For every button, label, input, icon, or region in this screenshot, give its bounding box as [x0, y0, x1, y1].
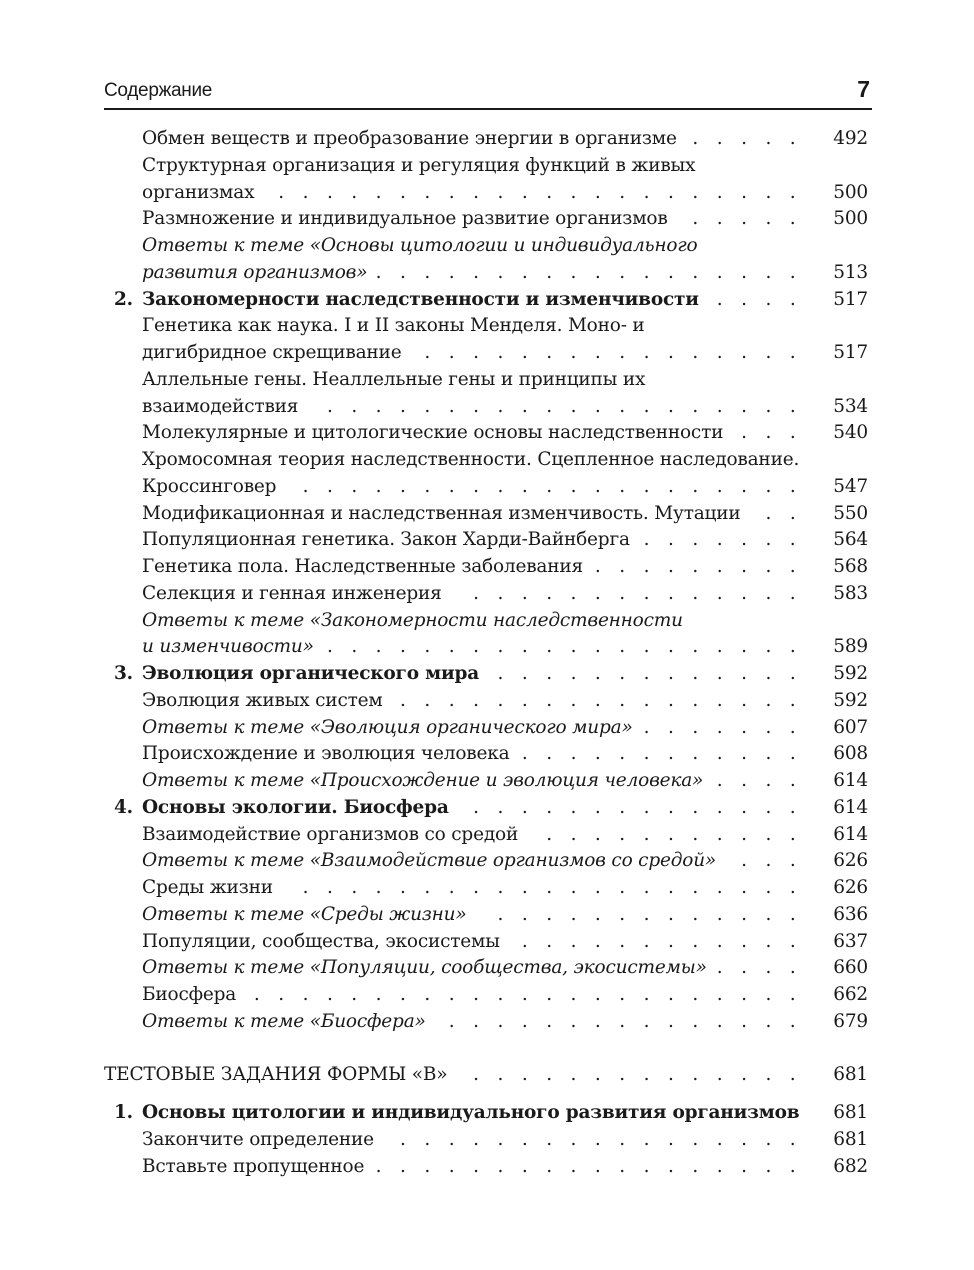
toc-leader: . . . . . . . . . . . . [521, 930, 802, 952]
toc-page: 500 [833, 208, 868, 230]
toc-page: 679 [833, 1010, 868, 1032]
toc-leader: . . . . . . . [643, 529, 802, 551]
toc-page: 626 [833, 877, 868, 898]
toc-line [104, 287, 868, 314]
toc-line [104, 420, 868, 447]
toc-text: Селекция и генная инженерия [142, 582, 442, 604]
toc-page: 540 [833, 422, 868, 444]
toc-line [104, 902, 868, 929]
toc-page: 547 [833, 475, 868, 497]
toc-leader: . . . . . . . . . . . . . . [473, 796, 802, 818]
toc-leader: . . . . . . . . . [594, 556, 802, 577]
toc-leader: . . . . . . . . . . . . . . . . . . . . [326, 636, 802, 658]
toc-line [104, 581, 868, 608]
toc-text: дигибридное скрещивание [142, 342, 402, 363]
toc-page: 589 [833, 636, 868, 658]
toc-line [104, 982, 868, 1009]
toc-line [104, 527, 868, 554]
toc-page: 564 [833, 529, 868, 551]
toc-page: 608 [833, 743, 868, 765]
toc-page: 637 [833, 930, 868, 952]
toc-text: развития организмов» [142, 261, 368, 283]
toc-leader: . . . . . . . . . . . . . . . . . [400, 689, 802, 711]
toc-text: Кроссинговер [142, 475, 277, 497]
toc-text: Хромосомная теория наследственности. Сцепленное наследование. [142, 449, 800, 470]
page-number: 7 [857, 76, 870, 102]
toc-page: 682 [833, 1155, 868, 1177]
toc-line [104, 313, 868, 340]
toc-line [104, 822, 868, 849]
toc-leader: . . . . . . . [643, 716, 802, 738]
toc-line [104, 929, 868, 956]
toc-line [104, 848, 868, 875]
toc-line [104, 394, 868, 421]
toc-leader: . . . . . . . . . . . [546, 823, 802, 845]
toc-page: 660 [833, 957, 868, 979]
toc-text: Структурная организация и регуляция функций в живых [142, 154, 696, 176]
toc-number: 1. [114, 1102, 133, 1124]
toc-line [104, 474, 868, 501]
toc-text: Ответы к теме «Популяции, сообщества, экосистемы» [142, 957, 707, 979]
toc-text: Вставьте пропущенное [142, 1155, 365, 1177]
toc-leader: . . . . . . . . . . . . . [497, 663, 802, 684]
toc-text: Среды жизни [142, 877, 273, 898]
toc-text: Популяции, сообщества, экосистемы [142, 930, 500, 952]
toc-leader: . . . . . . . . . . . . . . . . . [400, 1129, 802, 1150]
toc-page: 492 [833, 128, 868, 149]
toc-leader: . . . . . . . . . . . . . . . [448, 1010, 802, 1032]
toc-number: 4. [114, 796, 133, 818]
toc-line [104, 1127, 868, 1154]
toc-text: взаимодействия [142, 395, 299, 417]
toc-page: 517 [833, 288, 868, 310]
toc-line [104, 634, 868, 661]
toc-text: Аллельные гены. Неаллельные гены и принципы их [142, 368, 646, 390]
toc-line [104, 501, 868, 528]
toc-leader: . . . . . . . . . . . . . . . . . . [375, 1155, 802, 1177]
toc-line [104, 180, 868, 207]
toc-line [104, 608, 868, 635]
toc-leader: . . . . . . . . . . . . . . . . . . . . . [302, 475, 802, 497]
toc-page: 614 [833, 796, 868, 818]
toc-page: 626 [833, 850, 868, 872]
toc-line [104, 554, 868, 581]
toc-leader: . . . . . . . . . . . . . [497, 903, 802, 925]
toc-text: Ответы к теме «Происхождение и эволюция человека» [142, 770, 704, 791]
toc-page: 607 [833, 716, 868, 738]
toc-text: Ответы к теме «Взаимодействие организмов со средой» [142, 850, 717, 872]
toc-text: Эволюция живых систем [142, 689, 383, 711]
toc-text: Биосфера [142, 984, 237, 1005]
toc-line [104, 1154, 868, 1181]
toc-text: Генетика пола. Наследственные заболевания [142, 556, 583, 577]
toc-line [104, 126, 868, 153]
toc-page: 614 [833, 770, 868, 791]
toc-text: организмах [142, 181, 255, 203]
toc-page: 681 [833, 1102, 868, 1124]
toc-text: Размножение и индивидуальное развитие организмов [142, 208, 668, 230]
toc-text: Эволюция органического мира [142, 663, 479, 684]
toc-leader: . . . . . [692, 128, 802, 149]
toc-text: Происхождение и эволюция человека [142, 743, 510, 765]
toc-line [104, 260, 868, 287]
toc-page: 568 [833, 556, 868, 577]
toc-leader: . . . . [716, 957, 802, 979]
toc-text: Основы экологии. Биосфера [142, 796, 449, 818]
toc-text: Основы цитологии и индивидуального развития организмов [142, 1102, 800, 1124]
table-of-contents [104, 126, 868, 1181]
toc-line [104, 1100, 868, 1127]
toc-page: 662 [833, 984, 868, 1005]
toc-section-heading [104, 1062, 868, 1089]
toc-leader: . . . [741, 422, 802, 444]
toc-leader: . . . . . . . . . . . . . . . . [424, 342, 802, 363]
toc-page: 583 [833, 582, 868, 604]
toc-page: 614 [833, 823, 868, 845]
toc-line [104, 955, 868, 982]
toc-page: 681 [833, 1063, 868, 1085]
toc-line [104, 875, 868, 902]
toc-text: Генетика как наука. I и II законы Менделя. Моно- и [142, 315, 645, 337]
toc-text: Ответы к теме «Основы цитологии и индивидуального [142, 235, 698, 256]
toc-text: ТЕСТОВЫЕ ЗАДАНИЯ ФОРМЫ «В» [104, 1063, 448, 1085]
toc-text: Закончите определение [142, 1129, 374, 1150]
section-gap [104, 1036, 868, 1062]
toc-leader: . . . . . . . . . . . . . . [473, 1063, 802, 1085]
toc-leader: . . . . . . . . . . . . . . . . . . . . . [302, 877, 802, 898]
toc-leader: . . . . . . . . . . . . . . . . . . . . [326, 395, 802, 417]
toc-leader: . . . . . . . . . . . . [521, 743, 802, 765]
toc-page: 550 [833, 502, 868, 524]
toc-leader: . . . . . . . . . . . . . . . . . . [375, 261, 802, 283]
toc-text: Обмен веществ и преобразование энергии в организме [142, 128, 677, 149]
header-title: Содержание [104, 80, 213, 101]
running-header [104, 76, 872, 110]
toc-page: 517 [833, 342, 868, 363]
toc-number: 2. [114, 288, 133, 310]
toc-leader: . . . . [716, 288, 802, 310]
toc-text: Модификационная и наследственная изменчивость. Мутации [142, 502, 741, 524]
toc-leader: . . . . [716, 770, 802, 791]
toc-text: Ответы к теме «Среды жизни» [142, 903, 467, 925]
toc-page: 534 [833, 395, 868, 417]
toc-line [104, 340, 868, 367]
toc-line [104, 661, 868, 688]
toc-text: и изменчивости» [142, 636, 314, 658]
toc-page: 513 [833, 261, 868, 283]
toc-line [104, 715, 868, 742]
toc-page: 500 [833, 181, 868, 203]
toc-line [104, 153, 868, 180]
toc-leader: . . . . . . . . . . . . . . . . . . . . . . . [253, 984, 802, 1005]
toc-text: Популяционная генетика. Закон Харди-Вайнберга [142, 529, 630, 551]
toc-leader: . . . . . . . . . . . . . . [473, 582, 802, 604]
toc-page: 592 [833, 663, 868, 684]
toc-line [104, 233, 868, 260]
toc-text: Ответы к теме «Эволюция органического мира» [142, 716, 633, 738]
toc-line [104, 688, 868, 715]
toc-line [104, 741, 868, 768]
toc-text: Ответы к теме «Закономерности наследственности [142, 609, 683, 631]
toc-line [104, 1009, 868, 1036]
toc-leader: . . . [741, 850, 802, 872]
toc-leader: . . . . . . . . . . . . . . . . . . . . . . [278, 181, 802, 203]
section-gap [104, 1088, 868, 1100]
toc-text: Молекулярные и цитологические основы наследственности [142, 422, 724, 444]
toc-page: 592 [833, 689, 868, 711]
toc-line [104, 795, 868, 822]
toc-line [104, 768, 868, 795]
toc-line [104, 206, 868, 233]
toc-number: 3. [114, 663, 133, 684]
toc-page: 636 [833, 903, 868, 925]
toc-text: Ответы к теме «Биосфера» [142, 1010, 426, 1032]
toc-page: 681 [833, 1129, 868, 1150]
toc-leader: . . . . . [692, 208, 802, 230]
toc-text: Взаимодействие организмов со средой [142, 823, 519, 845]
toc-text: Закономерности наследственности и изменчивости [142, 288, 699, 310]
toc-leader: . . [765, 502, 802, 524]
toc-line [104, 367, 868, 394]
toc-line [104, 447, 868, 474]
